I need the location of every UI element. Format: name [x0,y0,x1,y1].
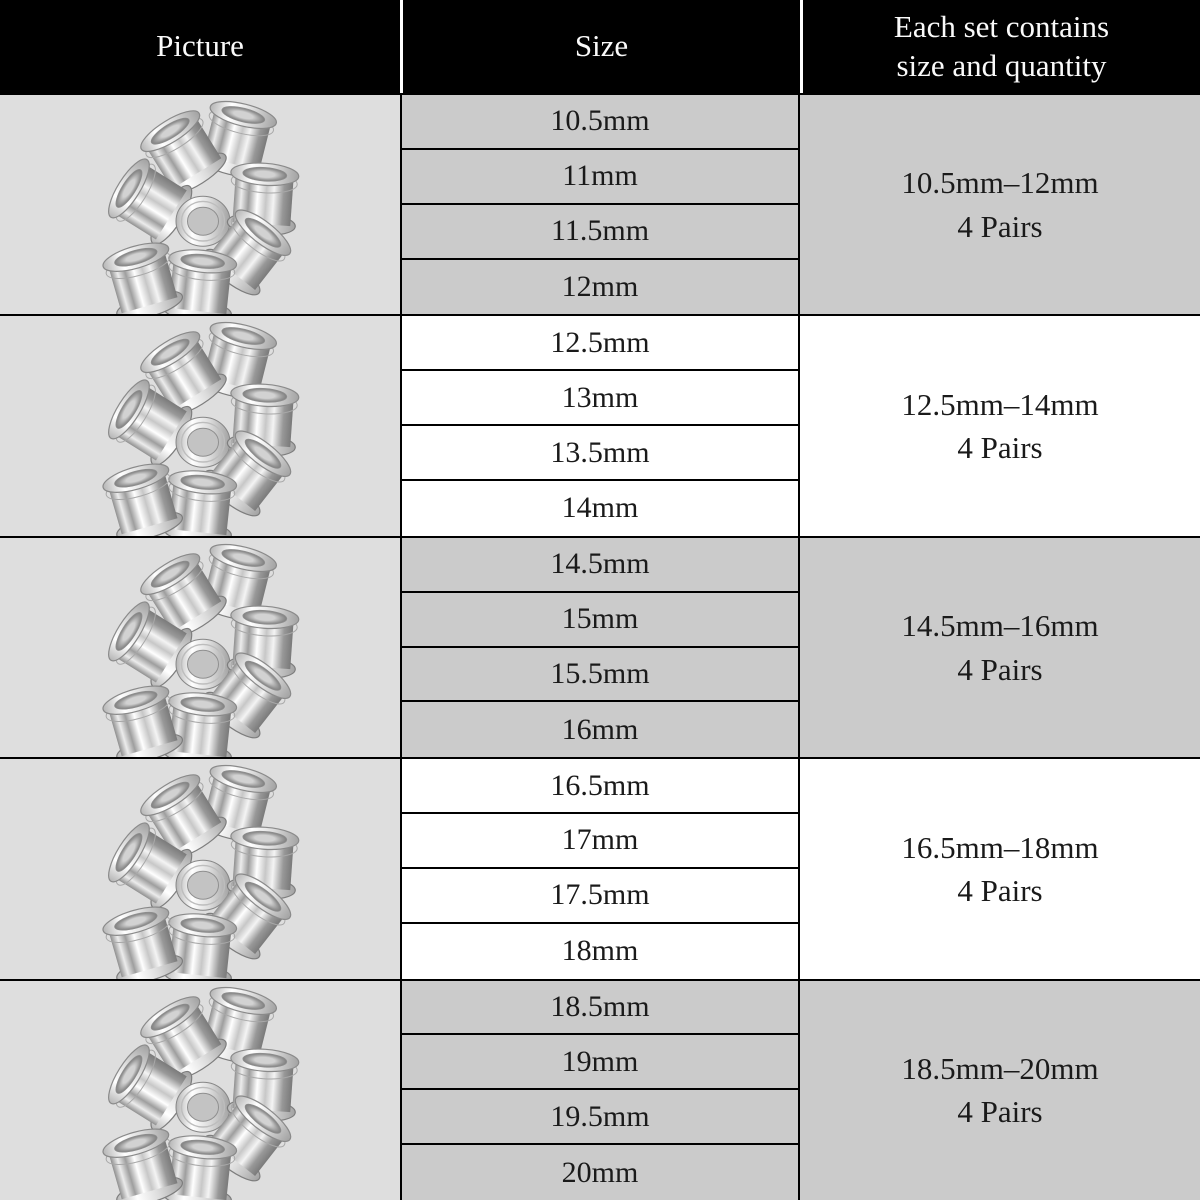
tunnel-plugs-photo [0,95,400,314]
tunnel-plugs-photo [0,981,400,1200]
product-set-row-1 [0,93,1200,314]
header-cell-size [400,0,800,93]
set-info-cell [800,538,1200,757]
size-cell: 19.5mm [402,1090,798,1145]
size-list [400,316,800,535]
size-cell: 16.5mm [402,759,798,814]
set-range: 16.5mm–18mm [901,829,1099,865]
set-info-cell [800,95,1200,314]
size-cell: 12mm [561,269,639,303]
set-range: 14.5mm–16mm [901,608,1099,644]
product-set-row-3 [0,536,1200,757]
size-cell: 17.5mm [402,869,798,924]
tunnel-plugs-photo [0,316,400,535]
size-list [400,981,800,1200]
size-cell: 20mm [561,1155,639,1189]
size-cell: 13mm [402,371,798,426]
set-quantity: 4 Pairs [957,430,1043,466]
product-photo-cell [0,316,400,535]
set-quantity: 4 Pairs [957,872,1043,908]
tunnel-plugs-photo [0,759,400,978]
product-photo-cell [0,95,400,314]
size-cell: 19mm [402,1035,798,1090]
size-cell: 11mm [402,150,798,205]
product-set-row-5 [0,979,1200,1200]
size-cell: 15.5mm [402,648,798,703]
header-picture-label: Picture [156,28,244,64]
set-range: 18.5mm–20mm [901,1050,1099,1086]
product-photo-cell [0,538,400,757]
header-cell-picture [0,0,400,93]
header-set-label-line2: size and quantity [896,47,1107,83]
product-photo-cell [0,759,400,978]
size-cell: 12.5mm [402,316,798,371]
header-set-label-line1: Each set contains [893,8,1110,44]
table-header [0,0,1200,93]
size-list [400,759,800,978]
product-set-row-4 [0,757,1200,978]
set-quantity: 4 Pairs [957,208,1043,244]
product-photo-cell [0,981,400,1200]
size-cell: 14.5mm [402,538,798,593]
set-info-cell [800,316,1200,535]
size-cell: 11.5mm [402,205,798,260]
size-cell: 15mm [402,593,798,648]
size-cell: 18mm [561,934,639,968]
size-list [400,95,800,314]
set-quantity: 4 Pairs [957,1094,1043,1130]
tunnel-plugs-photo [0,538,400,757]
header-cell-set [800,0,1200,93]
product-set-row-2 [0,314,1200,535]
size-cell: 10.5mm [402,95,798,150]
set-info-cell [800,981,1200,1200]
size-list [400,538,800,757]
set-info-cell [800,759,1200,978]
header-size-label: Size [574,28,629,64]
set-range: 12.5mm–14mm [901,386,1099,422]
size-cell: 17mm [402,814,798,869]
set-range: 10.5mm–12mm [901,165,1099,201]
size-cell: 14mm [561,491,639,525]
size-cell: 18.5mm [402,981,798,1036]
size-cell: 16mm [561,712,639,746]
size-cell: 13.5mm [402,426,798,481]
set-quantity: 4 Pairs [957,651,1043,687]
